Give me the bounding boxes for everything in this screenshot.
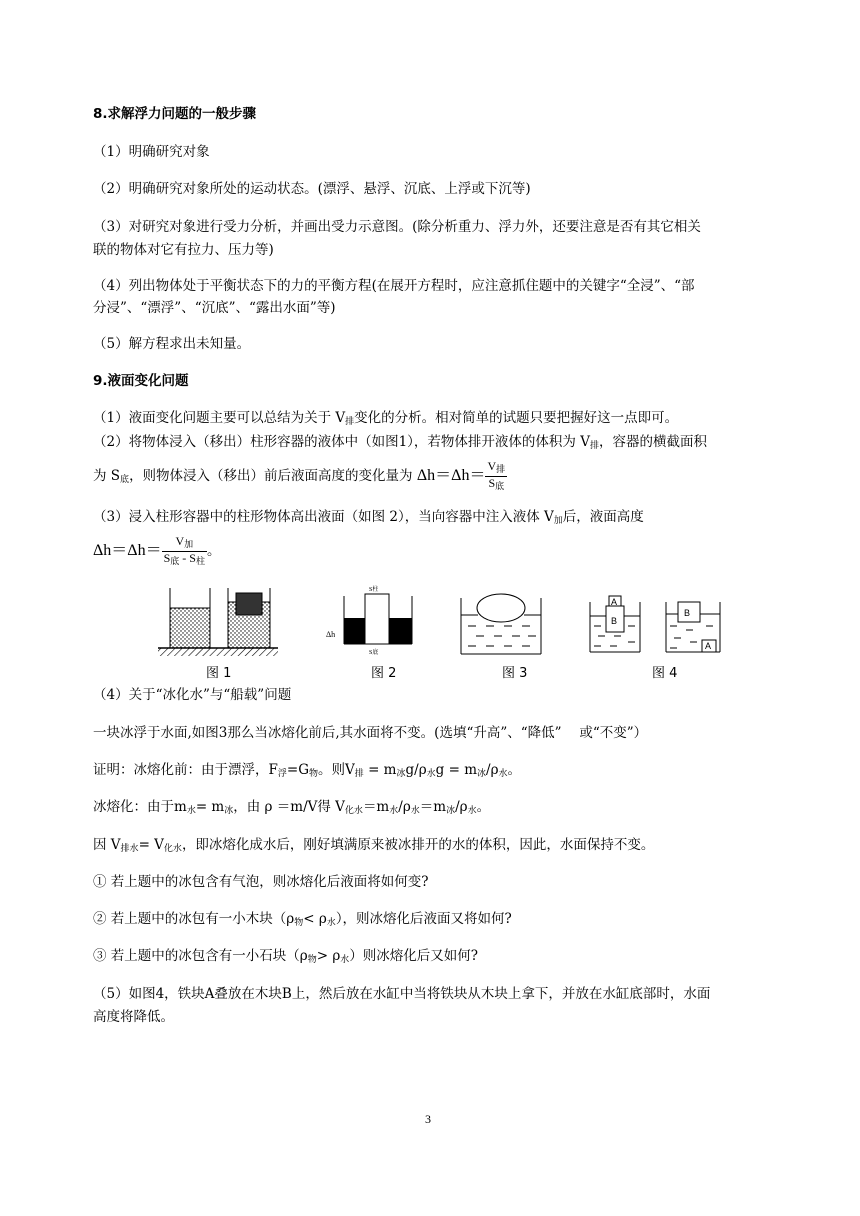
p4-question-3: ③ 若上题中的冰包含有一小石块$(\rho_物> \rho_水)$则冰熔化后又如何? xyxy=(93,948,479,965)
fig2-top-label: S柱 xyxy=(369,587,379,593)
figure-2-diagram xyxy=(322,582,422,658)
figure-3-diagram xyxy=(456,590,546,660)
section-8-title: 8.求解浮力问题的一般步骤 xyxy=(93,106,257,122)
section-9-title: 9.液面变化问题 xyxy=(93,373,189,389)
p4-question-1: ① 若上题中的冰包含有气泡，则冰熔化后液面将如何变? xyxy=(93,874,429,890)
fig2-bottom-label: S底 xyxy=(369,650,379,656)
s8-step5: （5）解方程求出未知量。 xyxy=(93,336,251,352)
p4-proof-line: 证明：冰熔化前：由于漂浮，$F_浮=G_物$。则$V_排 = m_冰g/\rho_水g = m_冰/\rho_水$。 xyxy=(93,762,522,779)
figure-2-caption: 图 2 xyxy=(371,666,397,681)
p4-conclusion-line: 因 $V_{排水}= V_{化水}$，即冰熔化成水后，刚好填满原来被冰排开的水的体积，因此，水面保持不变。 xyxy=(93,837,655,854)
fig2-dh-label: Δh xyxy=(326,630,336,639)
page-number: 3 xyxy=(425,1112,431,1126)
formula-1-fraction: $\frac{V_排}{S_底}$ xyxy=(487,459,506,491)
fig4-right-A: A xyxy=(705,641,712,651)
p4-melt-line: 冰熔化：由于$m_水= m_冰$，由 ρ ＝m/V得 $V_{化水}=m_水/\rho_水=m_冰/\rho_水$。 xyxy=(93,799,491,816)
formula-2-lhs: Δh＝Δh＝ xyxy=(93,542,162,559)
p5-line2: 高度将降低。 xyxy=(93,1009,174,1025)
s8-step4b: 分浸”、“漂浮”、“沉底”、“露出水面”等) xyxy=(93,300,336,316)
s9-p2-formula-line: 为 $S_底$，则物体浸入（移出）前后液面高度的变化量为 Δh＝Δh＝ $\frac{V_排}{S_底}$ xyxy=(93,459,506,491)
s8-step1: （1）明确研究对象 xyxy=(93,144,210,160)
fig4-right-B: B xyxy=(684,608,691,618)
s8-step3a: （3）对研究对象进行受力分析，并画出受力示意图。(除分析重力、浮力外，还要注意是否有其它相关 xyxy=(93,219,701,235)
formula-1-lhs: Δh＝Δh＝ xyxy=(416,467,486,484)
p5-line1: （5）如图4，铁块A叠放在木块B上，然后放在水缸中当将铁块从木块上拿下，并放在水缸底部时，水面 xyxy=(93,986,711,1002)
s9-p2: （2）将物体浸入（移出）柱形容器的液体中（如图1），若物体排开液体的体积为 $V_排$，容器的横截面积 xyxy=(93,434,707,451)
p4-question-2: ② 若上题中的冰包有一小木块$(\rho_物< \rho_水)$，则冰熔化后液面又将如何? xyxy=(93,911,512,928)
s9-p3-formula: Δh＝Δh＝ $\frac{V_加}{S_底 - S_柱}$ 。 xyxy=(93,534,221,566)
s9-p1: （1）液面变化问题主要可以总结为关于 $V_排$变化的分析。相对简单的试题只要把握好这一点即可。 xyxy=(93,410,679,427)
figure-4-diagram xyxy=(584,592,734,660)
figure-4-caption: 图 4 xyxy=(652,666,678,681)
s8-step2: （2）明确研究对象所处的运动状态。(漂浮、悬浮、沉底、上浮或下沉等) xyxy=(93,181,531,197)
s8-step4a: （4）列出物体处于平衡状态下的力的平衡方程(在展开方程时，应注意抓住题中的关键字“全浸”、“部 xyxy=(93,278,695,294)
p4-line1: 一块冰浮于水面,如图3那么当冰熔化前后,其水面将不变。(选填“升高”、“降低” 或“不变”） xyxy=(93,725,648,741)
figure-1-diagram xyxy=(150,588,280,660)
figure-3-caption: 图 3 xyxy=(502,666,528,681)
fig4-left-B: B xyxy=(611,616,618,626)
figure-1-caption: 图 1 xyxy=(206,666,232,681)
p4-title: （4）关于“冰化水”与“船载”问题 xyxy=(93,687,292,703)
s9-p3: （3）浸入柱形容器中的柱形物体高出液面（如图 2），当向容器中注入液体 $V_加$后，液面高度 xyxy=(93,509,644,526)
fig4-left-A: A xyxy=(611,597,618,607)
formula-2-fraction: $\frac{V_加}{S_底 - S_柱}$ xyxy=(163,534,205,566)
s8-step3b: 联的物体对它有拉力、压力等) xyxy=(93,242,274,258)
